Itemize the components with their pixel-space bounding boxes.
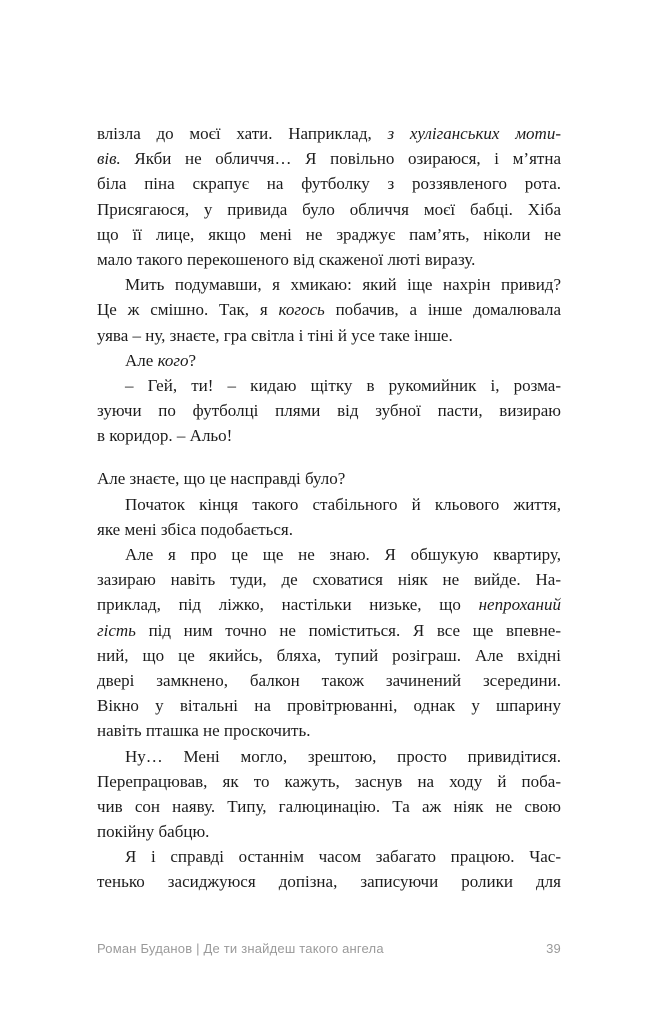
text-line (97, 398, 561, 423)
italic-text-segment: з хуліганських моти- (387, 124, 561, 143)
text-segment: Присягаюся, у привида було обличчя моєї бабці. Хіба (97, 199, 561, 219)
text-line (97, 542, 561, 567)
text-line (97, 618, 561, 643)
text-line (97, 146, 561, 171)
italic-text-segment: кого (157, 350, 189, 370)
text-line (97, 744, 561, 769)
text-line (97, 466, 561, 491)
text-line (97, 517, 561, 542)
text-segment: уява – ну, знаєте, гра світла і тіні й усе таке інше. (97, 325, 453, 345)
text-line (97, 869, 561, 894)
text-segment: покійну бабцю. (97, 822, 210, 842)
text-segment: Ну… Мені могло, зрештою, просто привидітися. (125, 746, 561, 766)
text-line (97, 592, 561, 617)
text-segment: Якби не обличчя… Я повільно озираюся, і м’ятна (120, 149, 561, 169)
text-line (97, 247, 561, 272)
text-segment: що її лице, якщо мені не зраджує пам’ять, ніколи не (97, 224, 561, 244)
text-segment: побачив, а інше домалювала (324, 300, 561, 320)
text-segment: яке мені збіса подобається. (97, 519, 294, 539)
text-segment: чив сон наяву. Типу, галюцинацію. Та аж ніяк не свою (97, 796, 561, 816)
text-segment: тенько засиджуюся допізна, записуючи ролики для (97, 872, 561, 892)
text-line (97, 423, 561, 448)
text-line (97, 222, 561, 247)
footer-running-title: Роман Буданов | Де ти знайдеш такого ангела (97, 941, 384, 956)
text-segment: зазираю навіть туди, де сховатися ніяк не вийде. На- (97, 570, 561, 590)
text-segment: ний, що це якийсь, бляха, тупий розіграш. Але вхідні (97, 645, 561, 665)
text-segment: навіть пташка не проскочить. (97, 721, 311, 741)
footer-page-number: 39 (546, 941, 561, 956)
text-line (97, 693, 561, 718)
text-line (97, 668, 561, 693)
text-segment: під ним точно не поміститься. Я все ще впевне- (135, 620, 561, 640)
text-segment: – Гей, ти! – кидаю щітку в рукомийник і, розма- (125, 375, 561, 395)
text-segment: мало такого перекошеного від скаженої люті виразу. (97, 249, 476, 269)
text-line (97, 718, 561, 743)
text-segment: Це ж смішно. Так, я (97, 300, 279, 320)
text-segment: приклад, під ліжко, настільки низьке, що (97, 595, 479, 615)
text-line (97, 492, 561, 517)
page-footer (97, 941, 561, 956)
italic-text-segment: гість (97, 620, 136, 640)
text-line (97, 272, 561, 297)
text-line (97, 171, 561, 196)
text-line (97, 323, 561, 348)
italic-text-segment: вів. (97, 149, 121, 169)
text-segment: Але (125, 350, 158, 370)
text-line (97, 769, 561, 794)
italic-text-segment: непроханий (478, 595, 561, 615)
text-line (97, 794, 561, 819)
text-segment: Але знаєте, що це насправді було? (97, 469, 346, 489)
text-segment: Мить подумавши, я хмикаю: який іще нахрін привид? (125, 275, 561, 295)
text-segment: зуючи по футболці плями від зубної пасти, визираю (97, 401, 561, 421)
text-segment: біла піна скрапує на футболку з роззявленого рота. (97, 174, 561, 194)
page-text (97, 121, 561, 895)
text-segment: в коридор. – Альо! (97, 426, 233, 446)
text-segment: Я і справді останнім часом забагато працюю. Час- (125, 847, 561, 867)
text-line (97, 844, 561, 869)
text-line (97, 121, 561, 146)
text-line (97, 643, 561, 668)
text-segment: Початок кінця такого стабільного й кльового життя, (125, 494, 561, 514)
text-line (97, 567, 561, 592)
text-segment: Перепрацював, як то кажуть, заснув на ходу й поба- (97, 771, 561, 791)
text-segment: ? (188, 350, 197, 370)
text-segment: Але я про це ще не знаю. Я обшукую квартиру, (125, 545, 561, 564)
text-segment: двері замкнено, балкон також зачинений зсередини. (97, 670, 561, 690)
italic-text-segment: когось (278, 300, 325, 320)
text-line (97, 819, 561, 844)
text-segment: Вікно у вітальні на провітрюванні, однак у шпарину (97, 696, 561, 716)
text-segment: влізла до моєї хати. Наприклад, (97, 124, 388, 143)
text-line (97, 297, 561, 322)
text-line (97, 197, 561, 222)
text-line (97, 348, 561, 373)
text-line (97, 373, 561, 398)
